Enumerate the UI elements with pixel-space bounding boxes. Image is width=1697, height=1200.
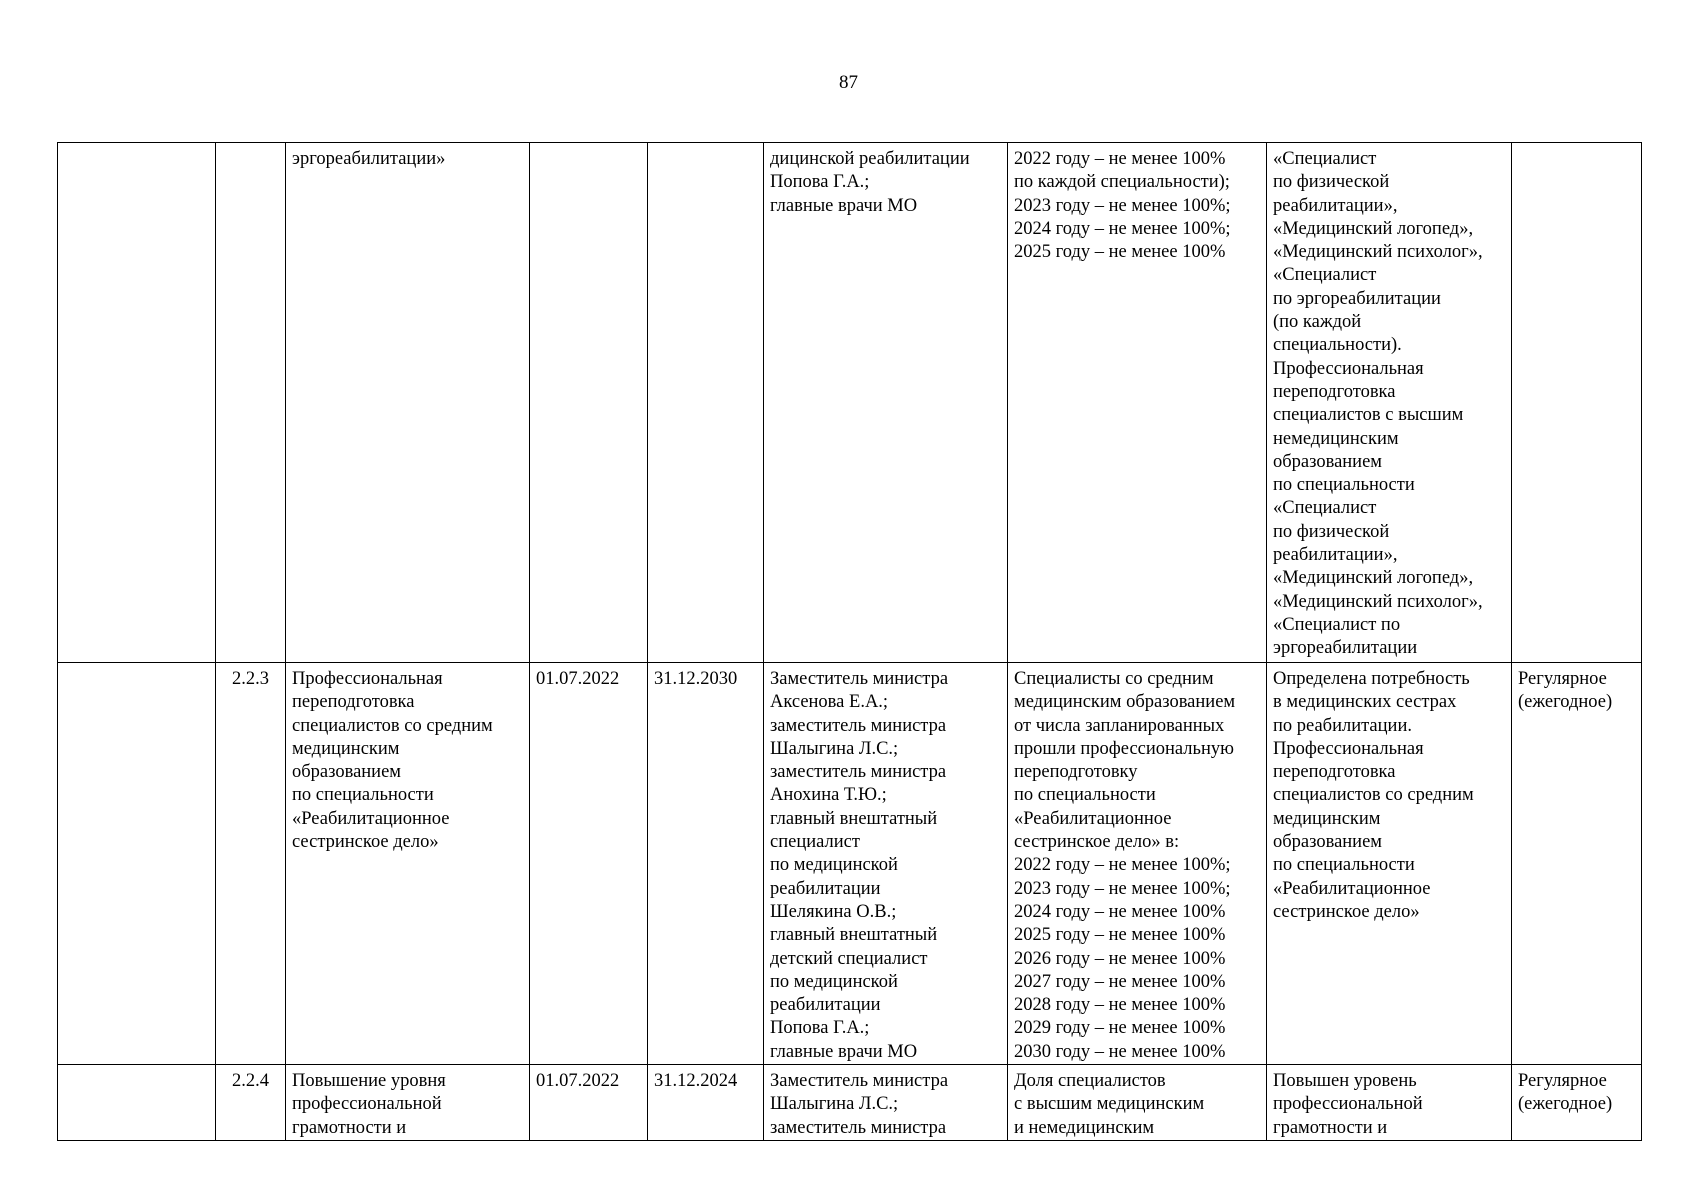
end-date-cell	[648, 143, 764, 663]
item-number-cell: 2.2.3	[216, 663, 286, 1065]
indicator-cell: Специалисты со средним медицинским образованием от числа запланированных прошли профессиональную переподготовку по специальности «Реабилитационное сестринское дело» в: 2022 году – не менее 100%; 2023 году – не менее 100%; 2024 году – не менее 100% 2025 году – не менее 100% 2026 году – не менее 100% 2027 году – не менее 100% 2028 году – не менее 100% 2029 году – не менее 100% 2030 году – не менее 100%	[1008, 663, 1267, 1065]
result-cell: Определена потребность в медицинских сестрах по реабилитации. Профессиональная переподготовка специалистов со средним медицинским образованием по специальности «Реабилитационное сестринское дело»	[1267, 663, 1512, 1065]
responsible-cell: дицинской реабилитации Попова Г.А.; главные врачи МО	[764, 143, 1008, 663]
indicator-cell: 2022 году – не менее 100% по каждой специальности); 2023 году – не менее 100%; 2024 году – не менее 100%; 2025 году – не менее 100%	[1008, 143, 1267, 663]
responsible-cell: Заместитель министра Шалыгина Л.С.; заместитель министра	[764, 1065, 1008, 1141]
activity-name-cell: Повышение уровня профессиональной грамотности и	[286, 1065, 530, 1141]
table-row	[58, 1065, 1642, 1141]
result-cell: «Специалист по физической реабилитации», «Медицинский логопед», «Медицинский психолог», «Специалист по эргореабилитации (по каждой специальности). Профессиональная переподготовка специалистов с высшим немедицинским образованием по специальности «Специалист по физической реабилитации», «Медицинский логопед», «Медицинский психолог», «Специалист по эргореабилитации	[1267, 143, 1512, 663]
result-cell: Повышен уровень профессиональной грамотности и	[1267, 1065, 1512, 1141]
table-row	[58, 143, 1642, 663]
activity-name-cell: эргореабилитации»	[286, 143, 530, 663]
periodicity-cell: Регулярное (ежегодное)	[1512, 1065, 1642, 1141]
end-date-cell: 31.12.2030	[648, 663, 764, 1065]
indicator-cell: Доля специалистов с высшим медицинским и немедицинским	[1008, 1065, 1267, 1141]
table-row	[58, 663, 1642, 1065]
activity-name-cell: Профессиональная переподготовка специалистов со средним медицинским образованием по специальности «Реабилитационное сестринское дело»	[286, 663, 530, 1065]
item-number-cell	[216, 143, 286, 663]
section-cell	[58, 1065, 216, 1141]
section-cell	[58, 143, 216, 663]
section-cell	[58, 663, 216, 1065]
end-date-cell: 31.12.2024	[648, 1065, 764, 1141]
periodicity-cell	[1512, 143, 1642, 663]
start-date-cell: 01.07.2022	[530, 663, 648, 1065]
plan-table	[57, 142, 1642, 1141]
start-date-cell: 01.07.2022	[530, 1065, 648, 1141]
item-number-cell: 2.2.4	[216, 1065, 286, 1141]
periodicity-cell: Регулярное (ежегодное)	[1512, 663, 1642, 1065]
responsible-cell: Заместитель министра Аксенова Е.А.; заместитель министра Шалыгина Л.С.; заместитель министра Анохина Т.Ю.; главный внештатный специалист по медицинской реабилитации Шелякина О.В.; главный внештатный детский специалист по медицинской реабилитации Попова Г.А.; главные врачи МО	[764, 663, 1008, 1065]
page-number: 87	[839, 72, 858, 93]
start-date-cell	[530, 143, 648, 663]
